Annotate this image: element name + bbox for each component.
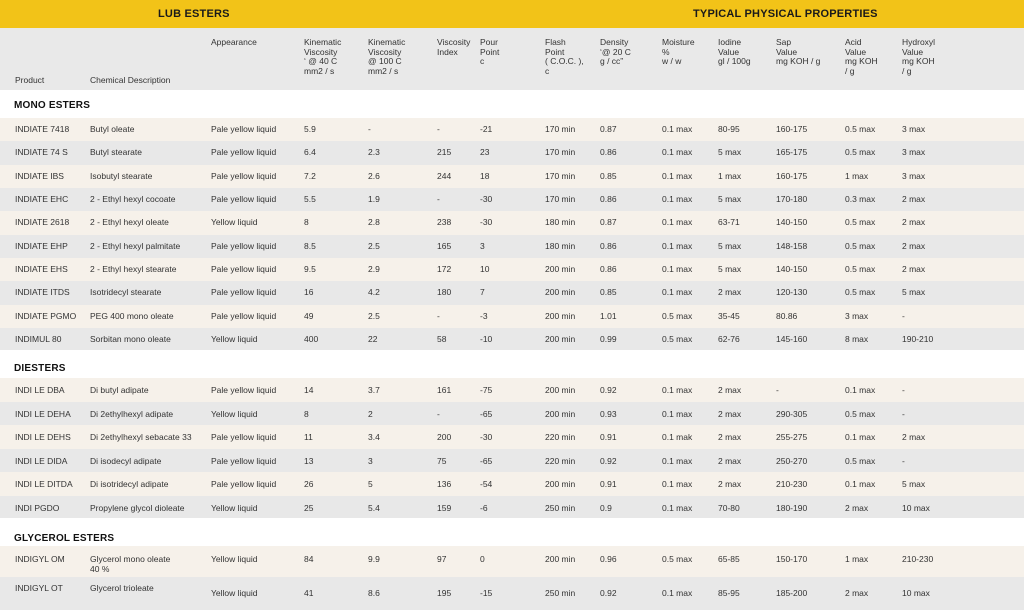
cell-flash-point: 250 min (545, 503, 576, 513)
cell-kv100: 2.5 (368, 311, 380, 321)
cell-density: 0.99 (600, 334, 617, 344)
cell-appearance: Yellow liquid (211, 503, 258, 513)
cell-sap-value: - (776, 385, 779, 395)
cell-flash-point: 200 min (545, 287, 576, 297)
cell-chemical-description: Butyl oleate (90, 124, 135, 134)
cell-viscosity-index: - (437, 311, 440, 321)
cell-kv100: 2.8 (368, 217, 380, 227)
cell-sap-value: 290-305 (776, 409, 808, 419)
cell-appearance: Yellow liquid (211, 554, 258, 564)
cell-kv100: 2.5 (368, 241, 380, 251)
cell-kv100: 3.7 (368, 385, 380, 395)
cell-moisture: 0.1 max (662, 171, 693, 181)
cell-kv40: 7.2 (304, 171, 316, 181)
cell-density: 0.92 (600, 385, 617, 395)
column-header-kv40: Kinematic Viscosity ‘ @ 40 C mm2 / s (304, 37, 342, 76)
cell-kv100: 1.9 (368, 194, 380, 204)
cell-kv40: 8 (304, 409, 309, 419)
cell-product: INDIMUL 80 (15, 334, 62, 344)
cell-pour-point: -30 (480, 217, 493, 227)
section-title: MONO ESTERS (14, 100, 91, 111)
cell-viscosity-index: 136 (437, 479, 452, 489)
cell-chemical-description: 2 - Ethyl hexyl stearate (90, 264, 177, 274)
cell-appearance: Yellow liquid (211, 409, 258, 419)
cell-hydroxyl-value: 10 max (902, 588, 930, 598)
cell-pour-point: -65 (480, 456, 493, 466)
cell-pour-point: -21 (480, 124, 493, 134)
cell-moisture: 0.1 max (662, 456, 693, 466)
cell-hydroxyl-value: 5 max (902, 479, 926, 489)
cell-flash-point: 220 min (545, 432, 576, 442)
cell-iodine-value: 2 max (718, 287, 742, 297)
cell-appearance: Pale yellow liquid (211, 194, 277, 204)
column-header-kv100: Kinematic Viscosity @ 100 C mm2 / s (368, 37, 406, 76)
cell-flash-point: 180 min (545, 241, 576, 251)
cell-density: 0.91 (600, 479, 617, 489)
cell-chemical-description: Di 2ethylhexyl sebacate 33 (90, 432, 192, 442)
cell-chemical-description: Glycerol mono oleate 40 % (90, 554, 171, 574)
cell-density: 0.87 (600, 124, 617, 134)
cell-kv100: - (368, 124, 371, 134)
cell-iodine-value: 2 max (718, 432, 742, 442)
cell-appearance: Pale yellow liquid (211, 456, 277, 466)
cell-density: 0.85 (600, 171, 617, 181)
cell-flash-point: 180 min (545, 217, 576, 227)
cell-iodine-value: 62-76 (718, 334, 740, 344)
cell-flash-point: 250 min (545, 588, 576, 598)
cell-kv40: 8 (304, 217, 309, 227)
lub-esters-title: LUB ESTERS (158, 8, 230, 20)
cell-product: INDI LE DITDA (15, 479, 73, 489)
cell-pour-point: 18 (480, 171, 490, 181)
cell-acid-value: 0.1 max (845, 432, 876, 442)
cell-chemical-description: 2 - Ethyl hexyl cocoate (90, 194, 176, 204)
cell-density: 0.9 (600, 503, 612, 513)
cell-density: 0.91 (600, 432, 617, 442)
cell-chemical-description: PEG 400 mono oleate (90, 311, 174, 321)
cell-product: INDIATE EHP (15, 241, 68, 251)
cell-acid-value: 0.5 max (845, 147, 876, 157)
cell-moisture: 0.1 max (662, 147, 693, 157)
cell-viscosity-index: - (437, 409, 440, 419)
cell-acid-value: 0.5 max (845, 409, 876, 419)
cell-pour-point: -75 (480, 385, 493, 395)
column-header-product: Product (15, 75, 45, 85)
cell-appearance: Pale yellow liquid (211, 124, 277, 134)
cell-flash-point: 170 min (545, 194, 576, 204)
cell-appearance: Yellow liquid (211, 588, 258, 598)
cell-moisture: 0.1 max (662, 194, 693, 204)
cell-appearance: Pale yellow liquid (211, 432, 277, 442)
cell-sap-value: 255-275 (776, 432, 808, 442)
cell-hydroxyl-value: 10 max (902, 503, 930, 513)
cell-kv100: 22 (368, 334, 378, 344)
cell-kv40: 26 (304, 479, 314, 489)
cell-hydroxyl-value: 2 max (902, 241, 926, 251)
cell-viscosity-index: 180 (437, 287, 452, 297)
cell-moisture: 0.5 max (662, 311, 693, 321)
cell-density: 0.86 (600, 241, 617, 251)
cell-pour-point: -3 (480, 311, 488, 321)
cell-kv100: 2.9 (368, 264, 380, 274)
cell-iodine-value: 35-45 (718, 311, 740, 321)
cell-viscosity-index: 161 (437, 385, 452, 395)
column-header-viscosity-index: Viscosity Index (437, 37, 471, 57)
cell-iodine-value: 2 max (718, 479, 742, 489)
cell-product: INDIATE ITDS (15, 287, 70, 297)
cell-acid-value: 0.5 max (845, 217, 876, 227)
cell-hydroxyl-value: 3 max (902, 147, 926, 157)
cell-product: INDIATE 74 S (15, 147, 68, 157)
cell-kv40: 9.5 (304, 264, 316, 274)
cell-viscosity-index: 195 (437, 588, 452, 598)
section-title: GLYCEROL ESTERS (14, 533, 115, 544)
title-bar (0, 0, 1024, 28)
cell-acid-value: 0.1 max (845, 385, 876, 395)
cell-pour-point: -30 (480, 432, 493, 442)
cell-pour-point: 23 (480, 147, 490, 157)
cell-acid-value: 0.5 max (845, 124, 876, 134)
cell-hydroxyl-value: - (902, 385, 905, 395)
cell-viscosity-index: 244 (437, 171, 452, 181)
cell-moisture: 0.1 max (662, 409, 693, 419)
cell-product: INDI LE DEHS (15, 432, 71, 442)
cell-hydroxyl-value: - (902, 409, 905, 419)
cell-kv100: 2.3 (368, 147, 380, 157)
cell-acid-value: 0.5 max (845, 264, 876, 274)
cell-pour-point: -54 (480, 479, 493, 489)
cell-kv40: 49 (304, 311, 314, 321)
cell-pour-point: 3 (480, 241, 485, 251)
cell-iodine-value: 2 max (718, 385, 742, 395)
cell-product: INDI LE DBA (15, 385, 65, 395)
cell-iodine-value: 1 max (718, 171, 742, 181)
cell-appearance: Pale yellow liquid (211, 241, 277, 251)
cell-chemical-description: Di isodecyl adipate (90, 456, 162, 466)
cell-product: INDI LE DIDA (15, 456, 68, 466)
cell-chemical-description: 2 - Ethyl hexyl oleate (90, 217, 169, 227)
cell-appearance: Pale yellow liquid (211, 311, 277, 321)
cell-kv40: 84 (304, 554, 314, 564)
cell-viscosity-index: - (437, 124, 440, 134)
cell-sap-value: 185-200 (776, 588, 808, 598)
cell-moisture: 0.1 mak (662, 432, 693, 442)
cell-density: 0.86 (600, 147, 617, 157)
cell-kv40: 16 (304, 287, 314, 297)
cell-appearance: Pale yellow liquid (211, 171, 277, 181)
cell-iodine-value: 63-71 (718, 217, 740, 227)
cell-density: 0.96 (600, 554, 617, 564)
cell-kv100: 8.6 (368, 588, 380, 598)
column-header-density: Density ‘@ 20 C g / cc” (600, 37, 631, 66)
cell-sap-value: 210-230 (776, 479, 808, 489)
cell-hydroxyl-value: 5 max (902, 287, 926, 297)
cell-chemical-description: Di 2ethylhexyl adipate (90, 409, 174, 419)
cell-flash-point: 200 min (545, 311, 576, 321)
cell-kv40: 8.5 (304, 241, 316, 251)
cell-flash-point: 200 min (545, 479, 576, 489)
cell-moisture: 0.1 max (662, 479, 693, 489)
cell-iodine-value: 5 max (718, 194, 742, 204)
cell-appearance: Pale yellow liquid (211, 264, 277, 274)
cell-pour-point: 0 (480, 554, 485, 564)
cell-flash-point: 170 min (545, 171, 576, 181)
cell-hydroxyl-value: 2 max (902, 432, 926, 442)
cell-chemical-description: Di isotridecyl adipate (90, 479, 169, 489)
cell-hydroxyl-value: 2 max (902, 217, 926, 227)
cell-product: INDIATE PGMO (15, 311, 77, 321)
column-header-chemical-description: Chemical Description (90, 75, 171, 85)
cell-appearance: Pale yellow liquid (211, 287, 277, 297)
cell-kv100: 5 (368, 479, 373, 489)
cell-moisture: 0.5 max (662, 334, 693, 344)
cell-kv40: 6.4 (304, 147, 316, 157)
cell-sap-value: 145-160 (776, 334, 808, 344)
cell-kv100: 4.2 (368, 287, 380, 297)
column-header-moisture: Moisture % w / w (662, 37, 695, 66)
cell-kv40: 41 (304, 588, 314, 598)
cell-iodine-value: 5 max (718, 241, 742, 251)
table-row (0, 577, 1024, 610)
cell-product: INDIATE 2618 (15, 217, 70, 227)
cell-density: 0.87 (600, 217, 617, 227)
cell-product: INDIATE IBS (15, 171, 64, 181)
column-header-appearance: Appearance (211, 37, 257, 47)
cell-viscosity-index: 172 (437, 264, 452, 274)
cell-hydroxyl-value: - (902, 311, 905, 321)
cell-appearance: Pale yellow liquid (211, 147, 277, 157)
cell-chemical-description: Butyl stearate (90, 147, 142, 157)
cell-acid-value: 0.1 max (845, 479, 876, 489)
cell-acid-value: 2 max (845, 503, 869, 513)
cell-moisture: 0.1 max (662, 217, 693, 227)
cell-product: INDIGYL OM (15, 554, 65, 564)
cell-moisture: 0.1 max (662, 287, 693, 297)
cell-moisture: 0.1 max (662, 124, 693, 134)
cell-product: INDIGYL OT (15, 583, 63, 593)
column-header-sap-value: Sap Value mg KOH / g (776, 37, 821, 66)
cell-hydroxyl-value: 3 max (902, 124, 926, 134)
cell-sap-value: 150-170 (776, 554, 808, 564)
cell-viscosity-index: 200 (437, 432, 452, 442)
cell-viscosity-index: 159 (437, 503, 452, 513)
cell-hydroxyl-value: - (902, 456, 905, 466)
typical-properties-title: TYPICAL PHYSICAL PROPERTIES (693, 8, 878, 20)
cell-flash-point: 200 min (545, 554, 576, 564)
cell-sap-value: 170-180 (776, 194, 808, 204)
cell-kv40: 13 (304, 456, 314, 466)
cell-chemical-description: Sorbitan mono oleate (90, 334, 171, 344)
cell-kv40: 400 (304, 334, 319, 344)
cell-viscosity-index: 75 (437, 456, 447, 466)
cell-kv100: 2 (368, 409, 373, 419)
cell-sap-value: 80.86 (776, 311, 798, 321)
cell-acid-value: 0.5 max (845, 287, 876, 297)
cell-pour-point: -6 (480, 503, 488, 513)
cell-product: INDIATE 7418 (15, 124, 70, 134)
cell-kv100: 2.6 (368, 171, 380, 181)
cell-density: 0.92 (600, 588, 617, 598)
cell-sap-value: 160-175 (776, 124, 808, 134)
cell-flash-point: 200 min (545, 385, 576, 395)
cell-pour-point: -15 (480, 588, 493, 598)
cell-moisture: 0.1 max (662, 503, 693, 513)
cell-iodine-value: 80-95 (718, 124, 740, 134)
cell-flash-point: 200 min (545, 409, 576, 419)
cell-chemical-description: Isobutyl stearate (90, 171, 153, 181)
cell-kv40: 11 (304, 432, 313, 442)
cell-flash-point: 220 min (545, 456, 576, 466)
cell-sap-value: 120-130 (776, 287, 808, 297)
cell-pour-point: -10 (480, 334, 493, 344)
cell-hydroxyl-value: 190-210 (902, 334, 934, 344)
cell-density: 0.85 (600, 287, 617, 297)
cell-sap-value: 148-158 (776, 241, 808, 251)
cell-sap-value: 140-150 (776, 264, 808, 274)
cell-product: INDI LE DEHA (15, 409, 71, 419)
cell-iodine-value: 2 max (718, 409, 742, 419)
cell-flash-point: 200 min (545, 264, 576, 274)
cell-sap-value: 180-190 (776, 503, 808, 513)
cell-kv40: 5.5 (304, 194, 316, 204)
cell-acid-value: 2 max (845, 588, 869, 598)
column-header-pour-point: Pour Point c (480, 37, 500, 66)
cell-chemical-description: 2 - Ethyl hexyl palmitate (90, 241, 181, 251)
cell-moisture: 0.1 max (662, 385, 693, 395)
cell-kv100: 9.9 (368, 554, 380, 564)
cell-density: 0.92 (600, 456, 617, 466)
cell-viscosity-index: 58 (437, 334, 447, 344)
cell-chemical-description: Di butyl adipate (90, 385, 149, 395)
cell-density: 0.93 (600, 409, 617, 419)
cell-sap-value: 250-270 (776, 456, 808, 466)
column-header-iodine-value: Iodine Value gl / 100g (718, 37, 751, 66)
cell-kv40: 5.9 (304, 124, 316, 134)
cell-acid-value: 8 max (845, 334, 869, 344)
cell-acid-value: 1 max (845, 171, 869, 181)
cell-flash-point: 170 min (545, 124, 576, 134)
cell-kv100: 3.4 (368, 432, 380, 442)
cell-iodine-value: 85-95 (718, 588, 740, 598)
cell-appearance: Yellow liquid (211, 334, 258, 344)
cell-iodine-value: 2 max (718, 456, 742, 466)
cell-acid-value: 1 max (845, 554, 869, 564)
cell-iodine-value: 65-85 (718, 554, 740, 564)
cell-hydroxyl-value: 2 max (902, 194, 926, 204)
column-header-hydroxyl-value: Hydroxyl Value mg KOH / g (902, 37, 936, 76)
cell-pour-point: -30 (480, 194, 493, 204)
cell-sap-value: 165-175 (776, 147, 808, 157)
cell-flash-point: 200 min (545, 334, 576, 344)
table-row (0, 165, 1024, 188)
cell-density: 0.86 (600, 264, 617, 274)
column-header-acid-value: Acid Value mg KOH / g (845, 37, 878, 76)
cell-viscosity-index: 238 (437, 217, 452, 227)
column-header-flash-point: Flash Point ( C.O.C. ), c (545, 37, 584, 76)
cell-sap-value: 140-150 (776, 217, 808, 227)
cell-viscosity-index: 165 (437, 241, 452, 251)
cell-appearance: Pale yellow liquid (211, 479, 277, 489)
section-title: DIESTERS (14, 363, 66, 374)
cell-chemical-description: Propylene glycol dioleate (90, 503, 185, 513)
cell-iodine-value: 5 max (718, 264, 742, 274)
cell-acid-value: 0.5 max (845, 456, 876, 466)
cell-product: INDI PGDO (15, 503, 60, 513)
cell-pour-point: 10 (480, 264, 490, 274)
cell-appearance: Yellow liquid (211, 217, 258, 227)
cell-product: INDIATE EHS (15, 264, 68, 274)
cell-flash-point: 170 min (545, 147, 576, 157)
cell-density: 1.01 (600, 311, 617, 321)
cell-kv100: 3 (368, 456, 373, 466)
cell-moisture: 0.5 max (662, 554, 693, 564)
cell-moisture: 0.1 max (662, 588, 693, 598)
cell-appearance: Pale yellow liquid (211, 385, 277, 395)
cell-hydroxyl-value: 2 max (902, 264, 926, 274)
cell-viscosity-index: - (437, 194, 440, 204)
cell-hydroxyl-value: 3 max (902, 171, 926, 181)
cell-acid-value: 3 max (845, 311, 869, 321)
cell-iodine-value: 5 max (718, 147, 742, 157)
cell-pour-point: 7 (480, 287, 485, 297)
cell-acid-value: 0.3 max (845, 194, 876, 204)
cell-kv40: 25 (304, 503, 314, 513)
cell-chemical-description: Glycerol trioleate (90, 583, 154, 593)
cell-viscosity-index: 215 (437, 147, 452, 157)
cell-acid-value: 0.5 max (845, 241, 876, 251)
cell-moisture: 0.1 max (662, 264, 693, 274)
cell-density: 0.86 (600, 194, 617, 204)
cell-iodine-value: 70-80 (718, 503, 740, 513)
cell-kv40: 14 (304, 385, 314, 395)
cell-sap-value: 160-175 (776, 171, 808, 181)
cell-moisture: 0.1 max (662, 241, 693, 251)
cell-hydroxyl-value: 210-230 (902, 554, 934, 564)
cell-kv100: 5.4 (368, 503, 380, 513)
cell-viscosity-index: 97 (437, 554, 447, 564)
cell-chemical-description: Isotridecyl stearate (90, 287, 162, 297)
cell-product: INDIATE EHC (15, 194, 69, 204)
cell-pour-point: -65 (480, 409, 493, 419)
